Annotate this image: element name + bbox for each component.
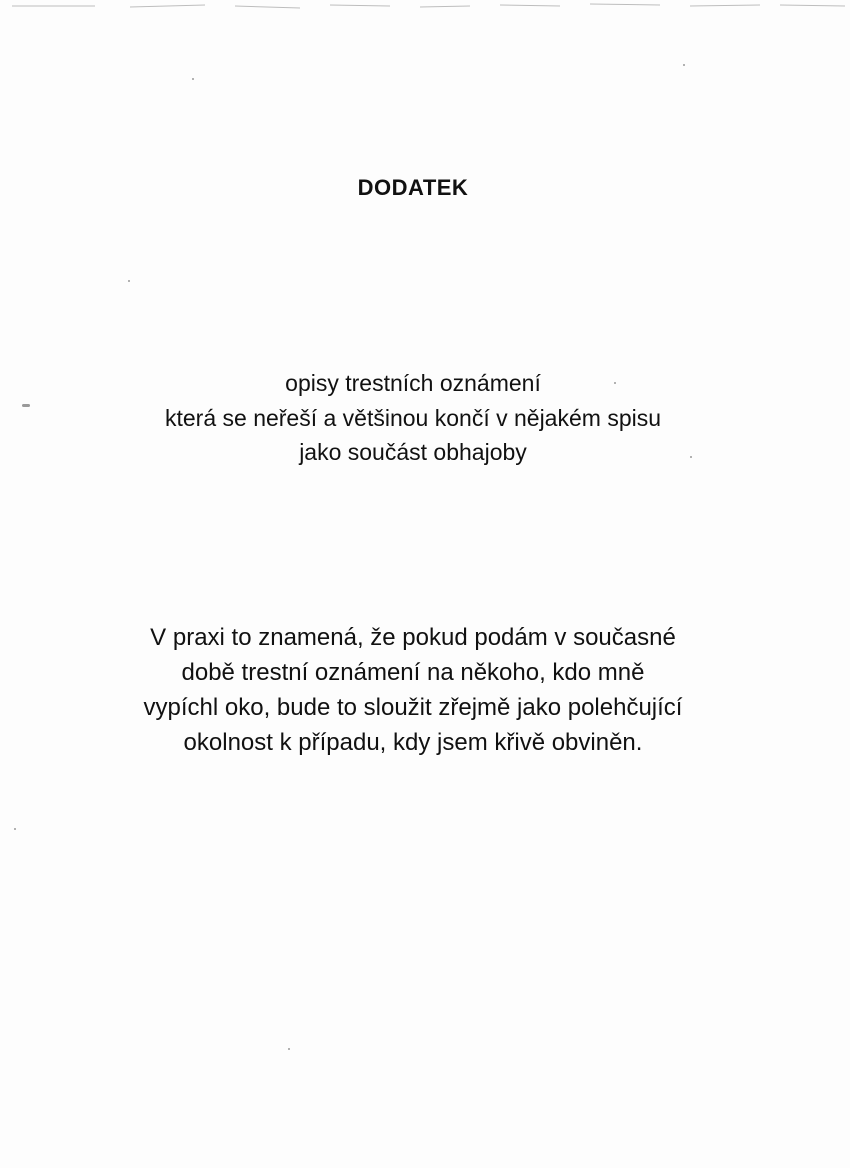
scan-speck bbox=[683, 64, 685, 66]
scan-speck bbox=[192, 78, 194, 80]
body-paragraph bbox=[0, 620, 826, 760]
body-line: době trestní oznámení na někoho, kdo mně bbox=[181, 659, 645, 686]
subtitle-line: která se neřeší a většinou končí v nějakém spisu bbox=[164, 404, 662, 431]
subtitle-block bbox=[0, 366, 826, 470]
body-line: V praxi to znamená, že pokud podám v současné bbox=[150, 624, 676, 651]
scan-speck bbox=[288, 1048, 290, 1050]
subtitle-line: opisy trestních oznámení bbox=[285, 370, 541, 396]
scan-speck bbox=[14, 828, 16, 830]
body-line: vypíchl oko, bude to sloužit zřejmě jako polehčující bbox=[143, 694, 683, 721]
scan-speck bbox=[128, 280, 130, 282]
subtitle-line: jako součást obhajoby bbox=[299, 439, 527, 465]
body-line: okolnost k případu, kdy jsem křivě obviněn. bbox=[183, 729, 643, 756]
scan-edge-noise bbox=[0, 0, 850, 14]
document-title: DODATEK bbox=[357, 175, 469, 200]
